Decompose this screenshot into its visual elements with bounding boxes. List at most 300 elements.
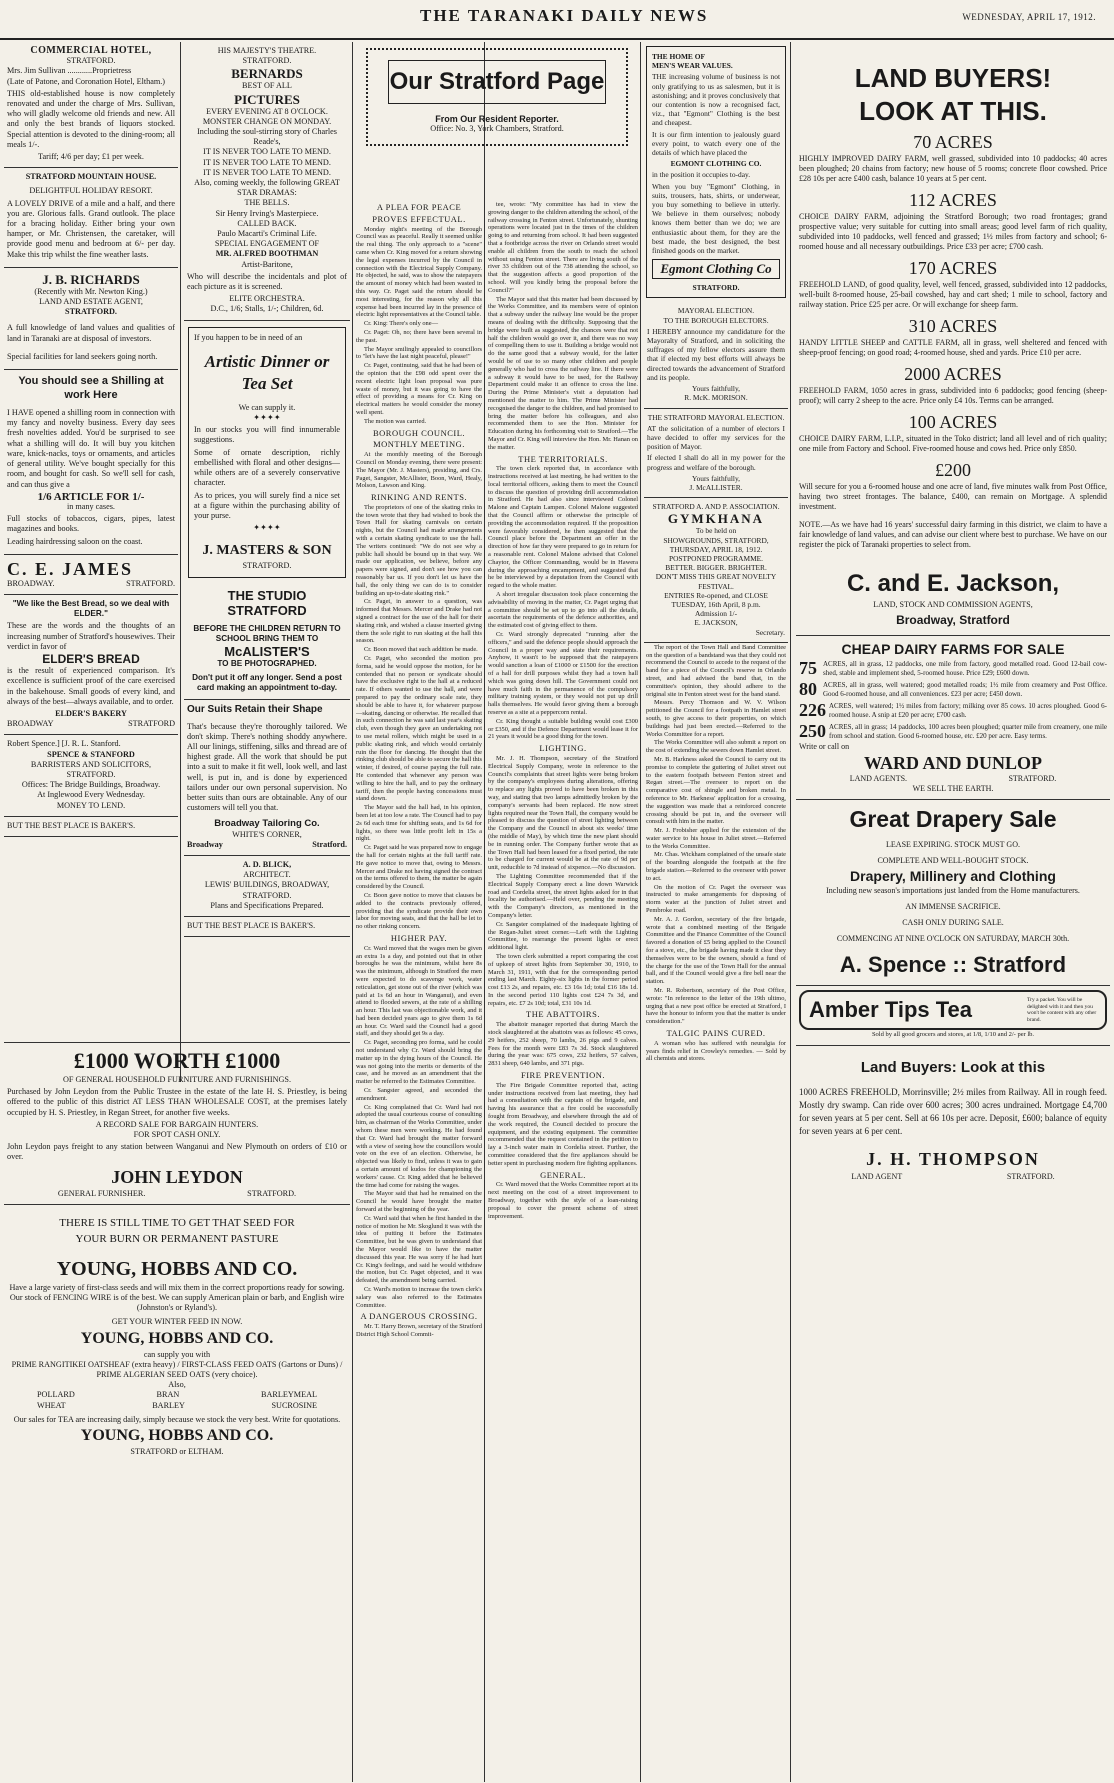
ad-town: STRATFORD. [242,561,292,571]
ad-text: BEFORE THE CHILDREN RETURN TO SCHOOL BRING THEM TO [193,623,341,643]
ad-text: EVERY EVENING AT 8 O'CLOCK. [206,106,328,116]
ad-title: MEN'S WEAR VALUES. [652,61,733,71]
ad-text: COMPLETE AND WELL-BOUGHT STOCK. [877,856,1029,865]
ad-body: Leading hairdressing saloon on the coast. [7,536,143,546]
notice-text: Secretary. [755,627,785,637]
ad-name: BERNARDS [231,66,303,82]
notice-text: Yours faithfully, [691,384,741,394]
ad-body: Purchased by John Leydon from the Public Trustee in the estate of the late H. S. Priestley, is being offered to the public of this district AT LESS THAN WHOLESALE COST, at the premises lately occupied by H. S. Priestley, in Regan Street, for another five weeks. [7,1087,347,1117]
ad-headline: Amber Tips Tea [809,997,973,1022]
ad-text: (Late of Patone, and Coronation Hotel, Eltham.) [7,76,166,86]
ad-price: 1/6 ARTICLE FOR 1/- [37,490,145,503]
article-paragraph: The Mayor said the hall had, in his opinion, been let at too low a rate. The Council had to pay 2s 6d each time for shifting seats, and 1s 6d for lights, so there was little profit left in 15s a night. [356,804,482,843]
ad-text: Stratford. [312,839,347,849]
farm-description: ACRES, all in grass; 14 paddocks, 100 acres been ploughed; quarter mile from creamery, one mile from school and station. Good 6-roomed house, etc. £20 per acre. Easy terms. [829,723,1107,740]
section-title: Our Stratford Page [388,60,606,104]
notice-body: If elected I shall do all in my power for the progress and welfare of the borough. [647,453,785,472]
commercial-hotel-ad [4,42,178,168]
drapery-sale-ad [796,800,1110,986]
farm-description: Will secure for you a 6-roomed house and one acre of land, five minutes walk from Post Office, having two street frontages. The balance, £400, can remain on Mortgage. A splendid investment. [799,482,1107,511]
ad-text: LAND AGENTS. [849,774,908,783]
article-paragraph: Cr. Paget said he was prepared now to engage the hall for certain nights at the full tariff rate. He gave notice to move that, owing to Messrs. Mercer and Drake not having signed the contract on the terms offered to them, the matter be again considered by the Council. [356,844,482,891]
ad-text: Broadway [187,839,223,849]
ad-text: STRATFORD. [247,1188,297,1198]
ad-text: Our sales for TEA are increasing daily, simply because we stock the very best. Write for quotations. [13,1414,341,1424]
ad-name: YOUNG, HOBBS AND CO. [80,1427,274,1445]
ad-subtitle: DELIGHTFUL HOLIDAY RESORT. [29,186,153,196]
ad-text: STRATFORD or ELTHAM. [130,1447,224,1457]
notice-signature: R. McK. MORISON. [684,393,748,403]
ad-title: Our Suits Retain their Shape [187,703,323,715]
article-paragraph: On the motion of Cr. Paget the overseer was instructed to make arrangements for disposing of storm water at the junction of Juliet street and Pembroke road. [646,883,786,915]
ad-text: Including new season's importations just landed from the Home manufacturers. [826,886,1080,895]
notice-text: SHOWGROUNDS, STRATFORD, [663,535,769,545]
article-subheading: A DANGEROUS CROSSING. [360,1311,478,1322]
article-paragraph: Cr. King complained that Cr. Ward had not adopted the usual courteous course of consulting him, as chairman of the Works Committee, under whom these men were working. He had found that Cr. Ward had brought the matter forward with a view of seeing how the councillors would vote on the eve of an election. Otherwise, he objected was likely to find, unless it was to gain a certain amount of kudos for championing the workers' cause. Cr. King added that he believed the time had come for raising the wages. [356,1103,482,1189]
ad-text: BROADWAY [7,719,54,729]
ad-name: J. H. THOMPSON [866,1149,1040,1169]
article-paragraph: Cr. Ward moved that the Works Committee report at its next meeting on the cost of a street improvement to Broadway, together with the style of a loan-raising proposal to cover the present scheme of street improvement. [488,1181,638,1220]
notice-title: STRATFORD A. AND P. ASSOCIATION. [652,502,780,512]
ad-text: A RECORD SALE FOR BARGAIN HUNTERS. [95,1119,259,1129]
ad-name: JOHN LEYDON [111,1166,243,1187]
ad-body: In our stocks you will find innumerable suggestions. [194,425,340,445]
notice-text: Admission 1/- [694,609,738,619]
notice-text: POSTPONED PROGRAMME. [668,553,764,563]
article-paragraph: Mr. A. J. Gordon, secretary of the fire brigade, wrote that a combined meeting of the Brigade Committee and the Finance Committee of the Council favored a donation of £5 being applied to the Council for a stove, etc., the brigade having made it clear they themselves were to be the owners, should a fund of the charge for the use of the Town Hall for the annual ball, and if the Council would give a fire bell near the station. [646,915,786,986]
article-paragraph: Mr. J. H. Thompson, secretary of the Stratford Electrical Supply Company, wrote in reference to the Council's complaints that street lights were being broken by the company's employees during alterations, offering to replace any lights proved to have been broken in this way, and stating that two lamps admittedly broken by the company's servants had been replaced. He now street lights required near the Town Hall, the company would be pleased to discuss the question of street lighting between the Company and the Council in about six weeks' time (the middle of May), by which time the new plant should be in running order. The Company further wrote that as the Town Hall had been leased for a fixed period, the rate to be charged for current would be at the rate of 9d per unit, reducible to 7d instead of sixpence.—No discussion. [488,754,638,872]
ad-text: COMMENCING AT NINE O'CLOCK ON SATURDAY, MARCH 30th. [836,934,1070,943]
blick-ad [184,856,350,917]
ward-dunlop-ad [796,636,1110,800]
article-subheading: RINKING AND RENTS. [370,492,468,503]
ornament: ✦✦✦✦ [253,413,281,423]
ad-subtitle: OF GENERAL HOUSEHOLD FURNITURE AND FURNISHINGS. [62,1075,292,1084]
elder-bakery-ad [4,595,178,735]
ad-text: Don't put it off any longer. Send a post card making an appointment to-day. [192,673,342,693]
bakers-line: BUT THE BEST PLACE IS BAKER'S. [184,917,350,937]
ad-name: YOUNG, HOBBS AND CO. [80,1329,274,1347]
article-paragraph: Cr. Ward said that when he first handed in the notice of motion he Mr. Skoglund it was with the idea of putting it before the Estimates Committee, but he was given to understand that the Mayor would like to have the matter discussed this year. He was sorry if he had hurt Cr. King's feelings, and said he would withdraw the motion, but Cr. Paget objected, and it was defeated, the amendment being carried. [356,1214,482,1285]
ad-body: Some of ornate description, richly embellished with floral and other designs—while others are of a severely conservative character. [194,447,340,488]
ad-body: A LOVELY DRIVE of a mile and a half, and there you are. Glorious falls. Grand outlook. The place for a bracing holiday. Either bring your own hamper, or Mr. Christensen, the caretaker, will provide good menu and bedroom at 6/- per day. Make this trip whilst the fine weather lasts. [7,198,175,259]
studio-ad [184,584,350,700]
ad-text: BARRISTERS AND SOLICITORS, [30,759,152,769]
farm-description: HIGHLY IMPROVED DAIRY FARM, well grassed, subdivided into 10 paddocks; 40 acres been ploughed; 20 chains from factory; new house of 5 rooms; concrete floor cowshed. Price £28 10s per acre £400 cash, balance 10 years at 5 per cent. [799,154,1107,183]
ad-headline: Artistic Dinner or Tea Set [204,351,330,393]
ad-text: At Inglewood Every Wednesday. [37,790,145,800]
ad-town: STRATFORD. [1008,774,1057,783]
ad-town: STRATFORD. [65,307,117,317]
article-heading: BOROUGH COUNCIL. [372,427,466,438]
ad-name: A. D. BLICK, [242,859,292,869]
ad-text: (Recently with Mr. Newton King.) [34,286,148,296]
ad-title: SPENCE & STANFORD [47,749,135,759]
ad-name: Broadway Tailoring Co. [214,818,320,830]
tailoring-ad [184,700,350,856]
ad-name: McALISTER'S [224,643,310,659]
notice-date: THURSDAY, APRIL 18, 1912. [669,544,763,554]
ad-body: Who will describe the incidentals and plot of each picture as it is screened. [187,271,347,292]
ad-text: IT IS NEVER TOO LATE TO MEND. [203,167,331,177]
article-paragraph: Cr. Sangster agreed, and seconded the amendment. [356,1087,482,1102]
farm-acres: 75 [799,658,817,678]
article-paragraph: Cr. Paget: Oh, no; there have been several in the past. [356,328,482,344]
ad-name: J. MASTERS & SON [202,543,332,559]
column-rule [352,42,353,1782]
ad-title: STRATFORD [227,602,307,618]
notice-text: BETTER. BIGGER. BRIGHTER. [665,563,767,573]
grain-item: BRAN [156,1390,180,1400]
ad-body: in the position it occupies to-day. [652,170,751,180]
ornament: ✦✦✦✦ [253,523,281,533]
article-paragraph: The proprietors of one of the skating rinks in the town wrote that they had wished to book the Town Hall for skating carnivals on certain nights, but the Council had made arrangements with a certain skating syndicate to use the hall. The writers continued: "We do not see why a public hall should be bound up in that way. We made our application, we believe, before any papers were signed, and don't see how you can reasonably bar us. If you don't let us have the hall, the only thing we can do is to consider building an up-to-date skating rink." [356,503,482,597]
article-paragraph: Cr. Paget, in answer to a question, was informed that Messrs. Mercer and Drake had not signed a contract for the use of the hall for their skating rink, and wished a clause inserted giving them the sole right to run skating at the hall this season. [356,598,482,645]
notice-headline: GYMKHANA [667,511,765,527]
ad-text: SPECIAL ENGAGEMENT OF [214,239,320,249]
ad-headline: LAND BUYERS! [854,63,1052,93]
farm-acres: 80 [799,679,817,699]
article-paragraph: The report of the Town Hall and Band Committee on the question of a bandstand was that they could not recommend the Council to accede to the request of the band for a piece of the Council's reserve in Orlando street, and had advised the band that, in the committee's opinion, they should adhere to the original site in Fenton street west for the band stand. [646,643,786,698]
article-paragraph: The Works Committee will also submit a report on the cost of extending the sewers down Hamlet street. [646,739,786,755]
article-subheading: FIRE PREVENTION. [520,1070,606,1081]
ad-text: LEASE EXPIRING. STOCK MUST GO. [886,840,1020,849]
ad-text: can supply you with [143,1349,211,1359]
article-subheading: THE ABATTOIRS. [526,1009,600,1020]
ad-body: John Leydon pays freight to any station between Wanganui and New Plymouth on orders of £10 or over. [7,1142,347,1162]
farm-acres: 310 ACRES [908,316,998,336]
ad-title: C. E. JAMES [7,558,134,579]
ad-name: WARD AND DUNLOP [863,753,1042,773]
article-paragraph: Cr. Sangster complained of the inadequate lighting of the Regan-Juliet street corner.—Left with the Lighting Committee, to rearrange the present lights or erect additional light. [488,920,638,952]
ad-body: These are the words and the thoughts of an increasing number of Stratford's housewives. Their verdict in favor of [7,621,175,651]
ad-body: It is our firm intention to jealously guard every point, to watch every one of the details of which have placed the [652,129,780,158]
article-subheading: TALGIC PAINS CURED. [666,1028,766,1039]
ad-headline: CHEAP DAIRY FARMS FOR SALE [841,641,1065,657]
notice-body: AT the solicitation of a number of electors I have decided to offer my services for the position of Mayor. [647,423,785,452]
ad-text: Plans and Specifications Prepared. [210,900,324,910]
egmont-clothing-ad [646,46,786,298]
ad-text: LEWIS' BUILDINGS, BROADWAY, STRATFORD. [204,880,330,900]
ad-body: When you buy "Egmont" Clothing, in suits, trousers, hats, shirts, or underwear, you buy something to believe in utterly. We believe in them ourselves; nobody knows them better than we do; we are enthusiastic about them, for they are the best made, the best designed, the best finished goods on the market. [652,181,780,256]
article-subheading: THE TERRITORIALS. [518,453,608,464]
notice-signature: J. McALLISTER. [689,482,743,492]
notice-signature: E. JACKSON, [694,618,738,628]
ad-text: Mrs. Jim Sullivan ............Proprietress [7,66,132,76]
young-hobbs-ad [4,1205,350,1462]
notice-title: THE STRATFORD MAYORAL ELECTION. [647,412,785,422]
ad-town: STRATFORD. [692,283,740,293]
article-paragraph: Cr. Ward's motion to increase the town clerk's salary was also referred to the Estimates Committee. [356,1285,482,1309]
ad-text: D.C., 1/6; Stalls, 1/-; Children, 6d. [210,304,324,314]
article-paragraph: Cr. Paget, who seconded the motion pro forma, said he would oppose the motion, for he contended that no person or syndicate should have the exclusive right to the hall at a reduced rate. If others wanted to use the hall, and were prepared to pay the ordinary scale rate, they should be able to have it, for whatever purpose—skating, dancing or otherwise. He recalled that in such connection he was said last year's skating club, even though they gave an undertaking not to use metal rollers, which might be used in a public skating rink, and which would certainly ruin the floor for dancing. He thought that the rinking club should be able to secure the hall this winter, if desired, of course paying the full rate. He contended that whenever any person was willing to hire the hall, and to pay the ordinary tariff, then the people having concessions must stand down. [356,655,482,803]
farm-description: FREEHOLD LAND, of good quality, level, well fenced, grassed, subdivided into 12 paddocks, well-built 8-roomed house, 25-bail cowshed, hay and cart shed; 1 mile to school, factory and railway station. Price £25 per acre. Or will exchange for sheep farm. [799,280,1107,309]
column-6 [796,42,1110,1782]
ad-brand: ELDER'S BREAD [42,651,140,666]
issue-date: WEDNESDAY, APRIL 17, 1912. [962,12,1096,22]
ad-body: A full knowledge of land values and qualities of land in Taranaki are at disposal of investors. [7,323,175,343]
ad-note: NOTE.—As we have had 16 years' successful dairy farming in this district, we claim to have a fair knowledge of land values, and can advise our client where best to purchase. We have on our register the pick of Taranaki properties to select from. [799,520,1107,549]
notice-body: I HEREBY announce my candidature for the Mayoralty of Stratford, and in soliciting the suffrages of my fellow electors assure them that if elected my best efforts will always be directed towards the advancement of Stratford and its people. [647,326,785,382]
ad-subheadline: Drapery, Millinery and Clothing [850,868,1056,884]
ad-text: MR. ALFRED BOOTHMAN [215,249,319,259]
column-2 [184,42,350,1042]
farm-description: CHOICE DAIRY FARM, adjoining the Stratford Borough; two road frontages; grand prospective value; very suitable for cutting into small areas; good level farm of rich quality, subdivided into 10 paddocks, well fenced and grassed; 1½ miles from factory and school; 6-roomed house and all necessary outbuildings. Price £33 per acre; £700 cash. [799,212,1107,251]
ad-body: THIS old-established house is now completely renovated and under the charge of Mrs. Sullivan, who will gladly welcome old friends and new. All and only the best brands of liquors stocked. Special attention is devoted to the dining-room; all meals 1/-. [7,88,175,149]
ad-text: STRATFORD. [126,578,175,588]
masthead [0,0,1114,40]
ad-text: ELITE ORCHESTRA. [229,294,305,304]
ad-text: Also, [168,1380,186,1390]
ad-headline: LOOK AT THIS. [859,96,1047,126]
farm-acres: 250 [799,721,826,741]
ad-text: ARCHITECT. [243,870,291,880]
ad-title: You should see a Shilling at work Here [18,375,164,402]
ad-headline: THERE IS STILL TIME TO GET THAT SEED FOR [59,1216,295,1229]
article-paragraph: Cr. Boon moved that such addition be made. [364,646,478,654]
article-paragraph: Messrs. Percy Thomson and W. V. Wilson petitioned the Council for a footpath in Hamlet street south, to give access to their properties, on which buildings had just been erected.—Referred to the Works Committee for a report. [646,699,786,738]
article-subheading: LIGHTING. [539,743,587,754]
article-subheading: PROVES EFFECTUAL. [372,213,466,224]
james-ad [4,555,178,595]
ad-text: MONEY TO LEND. [56,800,126,810]
ad-title: J. B. RICHARDS [42,271,140,287]
grain-item: WHEAT [37,1400,66,1410]
gymkhana-notice [644,498,788,643]
article-paragraph: Mr. J. Frobisher applied for the extension of the water service to his house in Juliet street.—Referred to the Works Committee. [646,827,786,850]
ad-body: Our stock of FENCING WIRE is of the best. We can supply American plain or barb, and English wire (Johnston's or Ryland's). [9,1293,345,1313]
ad-title: THE HOME OF [652,52,705,61]
ad-text: AN IMMENSE SACRIFICE. [905,902,1001,911]
farm-description: ACRES, all in grass, well watered; good metalled roads; 1½ mile from creamery and Post Office. Good 6-roomed house, and all conveniences. £23 per acre; £450 down. [823,681,1107,698]
header-box [366,48,628,146]
ad-body: Special facilities for land seekers going north. [7,351,158,361]
ad-text: MONSTER CHANGE ON MONDAY. [202,116,332,126]
ad-text: Sold by all good grocers and stores, at 1/8, 1/10 and 2/- per lb. [871,1031,1035,1038]
article-paragraph: Cr. Paget, continuing, said that he had been of the opinion that the £98 odd spent over the recent electric light loan proposal was pure waste of money, but it was going to have the effect of providing a means for Cr. King on electrical matters he would consider the money well spent. [356,362,482,416]
article-paragraph: The Mayor smilingly appealed to councillors to "let's have the last night peaceful, please!" [356,345,482,361]
article-paragraph: The abattoir manager reported that during March the stock slaughtered at the abattoirs was as follows: 45 cows, 29 heifers, 252 sheep, 70 lambs, 26 pigs and 9 calves. Fees for the month were £83 7s 3d. Stock slaughtered during the year was: 675 cows, 232 heifers, 57 calves, 2831 sheep, 640 lambs, and 371 pigs. [488,1021,638,1068]
ad-town: STRATFORD. [242,56,292,66]
ad-headline: Great Drapery Sale [849,806,1057,832]
farm-description: ACRES, all in grass, 12 paddocks, one mile from factory, good metalled road. Good 12-bail cow-shed, stable and implement shed, 5-roomed house. Price £29; £600 down. [823,660,1107,677]
article-paragraph: The motion was carried. [364,417,427,425]
farm-acres: 2000 ACRES [904,364,1002,384]
ad-title: HIS MAJESTY'S THEATRE. [217,46,317,55]
column-rule [180,42,181,1082]
ad-text: CASH ONLY DURING SALE. [902,918,1004,927]
article-subheading: HIGHER PAY. [390,932,448,943]
article-paragraph: Cr. King thought a suitable building would cost £300 or £350, and if the Defence Department would lease it for 21 years it would be a good thing for the town. [488,717,638,741]
ad-town: STRATFORD. [66,769,116,779]
article-paragraph: The Mayor said that this matter had been discussed by the Works Committee, and its members were of opinion that a subway under the railway line would be the proper means of dealing with the difficulty. Supposing that the bridge were built as suggested, the chances were that not half the children would go over it, and there was no way of compelling them to use it. Building a bridge would not do the same good that a subway would, for the latter would be of use to so many other children and people generally who had to cross the railway line. If there were a subway it would have to be used, for the Railway Department could make it an offence to cross the line. During the Prime Minister's visit a deputation had mentioned the matter to him. The Prime Minister had recognised the danger to the children, and had promised to bring the matter before his colleagues, and also recommended them to see the Hon. Minister for Education during his forthcoming visit to Stratford.—The Mayor and Cr. King will interview the Hon. Mr. Hanan on the matter. [488,295,638,451]
ad-town: Broadway, Stratford [896,613,1010,627]
farm-acres: 70 ACRES [913,132,993,152]
jackson-land-ad [796,42,1110,636]
ad-body: Full stocks of tobaccos, cigars, pipes, latest magazines and books. [7,514,175,534]
column-rule [484,42,485,1782]
ad-text: LAND, STOCK AND COMMISSION AGENTS, [873,600,1033,609]
bottom-left-ads [4,1042,350,1781]
ad-text: IT IS NEVER TOO LATE TO MEND. [203,147,331,157]
ad-headline: Land Buyers: Look at this [860,1059,1046,1076]
article-paragraph: Mr. R. Robertson, secretary of the Post Office, wrote: "In reference to the letter of the 19th ultimo, urging that a new post office be erected at Stratford, I have the honour to inform you that the matter is under consideration." [646,987,786,1026]
ad-text: BEST OF ALL [242,81,292,91]
notice-text: To be held on [695,526,737,536]
column-rule [640,42,641,1782]
ad-text: CALLED BACK. [237,218,297,228]
ad-town: STRATFORD. [66,56,116,66]
ad-text: Also, coming weekly, the following GREAT STAR DRAMAS: [194,178,340,198]
farm-description: CHOICE DAIRY FARM, L.I.P., situated in the Toko district; land all level and of rich quality; one mile from Factory and School. Five-roomed house and cows hed. Price only £850. [799,434,1107,453]
ad-name: ELDER'S BAKERY [55,708,127,718]
article-paragraph: Mr. Chas. Wickham complained of the unsafe state of the boarding alongside the footpath at the fire brigade station.—Referred to the overseer with power to act. [646,851,786,882]
mayoral-election-notice-2 [644,409,788,499]
column-4-article [488,200,638,1780]
ad-text: Try a packet. You will be delighted with it and then you won't be content with any other brand. [1027,997,1097,1023]
notice-subtitle: TO THE BOROUGH ELECTORS. [663,315,769,325]
farm-acres: 226 [799,700,826,720]
article-paragraph: Monday night's meeting of the Borough Council was as peaceful. Really it seemed unlike the real thing. The only approach to a "scene" came when Cr. King moved for a return showing the legal expenses incurred by the Council in connection with the Electrical Supply Company. He objected, he said, was to show the ratepayers the amount of money which had been wasted in this way. Cr. Paget said the return should be most interesting, for the reason why all this expense had been incurred lay in the presence of electric light representatives at the Council table. [356,225,482,319]
ad-text: Including the soul-stirring story of Charles Reade's, [197,127,337,147]
ad-text: Paulo Macarti's Criminal Life. [217,229,317,239]
ad-text: BROADWAY. [7,578,55,588]
article-paragraph: Cr. Ward moved that the wages men be given an extra 1s a day, and pointed out that in other boroughs he was the minimum, whilst here 8s was the minimum, although in Stratford the men were expected to do scavenge work, water reticulation, get stone out of the river (which was paid at 1s 6d an hour in Wanganui), and even attend to flooded sewers, at the rate of a shilling an hour. This last was objectionable work, and it had been decided years ago to give them 1s 6d an hour. Cr. Ward said the Council had a good staff, and they should get 9s a day. [356,944,482,1038]
bakers-line: BUT THE BEST PLACE IS BAKER'S. [4,817,178,837]
ad-title: "We like the Best Bread, so we deal with ELDER." [12,598,170,619]
column-5 [644,42,788,1782]
ad-name: YOUNG, HOBBS AND CO. [56,1257,298,1280]
farm-description: ACRES, well watered; 1½ miles from factory; milking over 85 cows. 10 acres ploughed. Good 6-roomed house. A snip at £20 per acre; £700 cash. [829,702,1107,719]
article-paragraph: Cr. Ward strongly deprecated "running after the officers," and said the defence people should approach the Council in a proper way and state their requirements. Anyhow, it wasn't to be supposed that the ratepayers would sanction a loan of £1000 or £1500 for the erection of a hall for drill purposes whilst they had a town hall which was going down hill. The Government could not have much faith in the permanence of the compulsory military training system, or they would not put up drill halls themselves. He would favor giving them a borough reserve as a site at a peppercorn rental. [488,631,638,716]
notice-title: MAYORAL ELECTION. [677,306,755,316]
ad-text: Tariff; 4/6 per day; £1 per week. [38,152,144,162]
ad-text: in many cases. [67,501,115,511]
farm-acres: 170 ACRES [908,258,998,278]
ad-text: Offices: The Bridge Buildings, Broadway. [21,780,161,790]
mayoral-election-notice [644,302,788,408]
ad-text: We can supply it. [238,402,296,412]
article-paragraph: Mr. T. Harry Brown, secretary of the Stratford District High School Commit- [356,1323,482,1338]
grain-item: POLLARD [37,1390,75,1400]
notice-text: DON'T MISS THIS GREAT NOVELTY FESTIVAL. [655,572,777,591]
ad-title: THE STUDIO [227,587,307,603]
column-3-article [356,200,482,1780]
section-subtitle: From Our Resident Reporter. [435,114,559,124]
ad-text: IT IS NEVER TOO LATE TO MEND. [203,157,331,167]
article-subheading: GENERAL. [540,1169,586,1180]
article-paragraph: A short irregular discussion took place concerning the advisability of moving in the matter, Cr. Paget urging that a committee should be set up to go into all the details, ascertain the requirements of the defence authorities, and the estimated cost of giving effect to them. [488,591,638,630]
ad-name: C. and E. Jackson, [846,570,1060,597]
ad-text: FOR SPOT CASH ONLY. [133,1130,221,1140]
newspaper-title: THE TARANAKI DAILY NEWS [420,6,709,25]
column-1 [4,42,178,1042]
article-paragraph: The Lighting Committee recommended that if the Electrical Supply Company erect a line down Warwick road and Cordelia street, the street lights asked for in that locality be authorised.—Held over, pending the meeting with the Company's directors, as mentioned in the Company's letter. [488,872,638,919]
council-report-continued [644,644,788,1063]
grain-item: BARLEYMEAL [261,1390,317,1400]
farm-acres: 100 ACRES [908,412,998,432]
ad-headline: PICTURES [234,91,300,107]
ad-body: Have a large variety of first-class seeds and will mix them in the correct proportions ready for sowing. [9,1282,345,1292]
theatre-ad [184,42,350,321]
ad-headline: YOUR BURN OR PERMANENT PASTURE [75,1232,279,1245]
brand-logo: Egmont Clothing Co [652,259,780,279]
article-paragraph: Cr. King: There's only one— [364,320,438,328]
ad-body: 1000 ACRES FREEHOLD, Morrinsville; 2½ miles from Railway. All in rough feed. Mostly dry swamp. Can ride over 600 acres; 300 acres undrained. Mortgage £4,700 for seven years at 5 per cent. Sell at 66 10s per acre. Deposit, £600; balance of equity for seven years at 6 per cent. [799,1087,1107,1136]
article-paragraph: The Fire Brigade Committee reported that, acting under instructions received from last meeting, they had had a consultation with the captain of the brigade, and having his assurance that a fire could be successfully fought from Broadway, and elsewhere through the aid of the work required, the Council decided to procure the equipment, and the existing equipment. The committee recommended that the request contained in the petition to lay a 3-inch water main in Cordelia street. Further, the committee considered that the fire appliances should be better spent in purchasing modern fire fighting appliances. [488,1081,638,1167]
article-paragraph: Cr. Boon gave notice to move that clauses be added to the contracts previously offered, providing that the syndicate provide their own labor for moving seats, and that the hall be let to no other rinking concern. [356,891,482,931]
article-subheading: MONTHLY MEETING. [373,439,465,450]
ad-text: LAND AGENT [851,1172,903,1181]
article-heading: A PLEA FOR PEACE [376,202,462,212]
spence-stanford-ad [4,735,178,816]
ad-text: STRATFORD [128,719,175,729]
grain-item: SUCROSINE [271,1400,317,1410]
farm-acres: £200 [935,460,971,480]
article-paragraph: A woman who has suffered with neuralgia for years finds relief in Crowley's remedies. — Sold by all chemists and stores. [646,1039,786,1063]
amber-tips-tea-ad [796,986,1110,1046]
leydon-furniture-ad [4,1043,350,1205]
column-rule [790,42,791,1782]
article-paragraph: The town clerk submitted a report comparing the cost of upkeep of street lights from September 30, 1910, to March 31, 1911, with that for the corresponding period ending last March. Eighty-six lights in the former period cost £13 2s, and repairs, etc. £3 16s 1d; total £16 18s 1d. In the second period 110 lights cost £24 7s 3d, and repairs, etc. £7 2s 10d; total, £31 10s 1d. [488,952,638,1007]
grain-item: BARLEY [152,1400,185,1410]
ad-headline: £1000 WORTH £1000 [73,1048,281,1073]
ad-text: LAND AND ESTATE AGENT, [39,297,143,307]
article-paragraph: At the monthly meeting of the Borough Council on Monday evening, there were present: The Mayor (Mr. J. Masters), presiding, and Crs. Paget, Sangster, McAllister, Boon, Ward, Healy, Molson, Lawson and King. [356,451,482,490]
farm-acres: 112 ACRES [909,190,997,210]
article-paragraph: The town clerk reported that, in accordance with instructions received at last meeting, he had written to the local territorial officers, asking them to meet the Council to discuss the question of providing drill accommodation in Stratford. He had also since interviewed Colonel Malone and Captain Lampen. Colonel Malone suggested that the Council affirm or otherwise the principle of providing the accommodation required. If the proposition were favorably considered, he then suggested that the Council place before the Department an offer in the direction of how far they were prepared to go in return for a reasonable rent. Colonel Malone advised that Colonel Chaytor, the Officer Commanding, would be in Hawera during the approaching encampment, and suggested that he be interviewed by a deputation from the Council with regard to the whole matter. [488,465,638,590]
ad-body: is the result of experienced comparison. It's excellence is sufficient proof of the care exercised in the bakehouse. Small goods of every kind, and always of the best—always available, and to order. [7,666,175,706]
ad-text: TO BE PHOTOGRAPHED. [217,658,317,668]
stratford-page-header [356,42,638,192]
ad-body: I HAVE opened a shilling room in connection with my fancy and novelty business. Every day sees fresh novelties added. You'd be surprised to see what a shilling will do. It will buy you kitchen ware, knick-nacks, toys or ornaments, and articles of general utility. We've bought specially for this room, and bought for cash. So we'll sell for cash, and can thus give a [7,408,175,489]
ad-body: THE increasing volume of business is not only gratifying to us as salesmen, but it is astonishing; and it proves conclusively that our contention is now a recognised fact, viz., that "Egmont" Clothing is the best and cheapest. [652,72,780,128]
ad-name: EGMONT CLOTHING CO. [670,159,762,169]
thompson-land-ad [796,1046,1110,1187]
ad-name: A. Spence :: Stratford [839,952,1067,977]
masters-ad [188,327,346,578]
article-paragraph: tee, wrote: "My committee has had in view the growing danger to the children attending the school, of the railway crossing in Fenton street. Unfortunately, shunting operations were located just in the times of the children going to and returning from school. It had been suggested that a footbridge across the river on Orlando street would enable all children from the south to reach the school without using Fenton street. There are living south of the river 33 children out of the 738 attending the school, so that the suggestion affects a good proportion of the school. Will you kindly bring the proposal before the Council?" [488,201,638,294]
ad-title: COMMERCIAL HOTEL, [30,45,152,56]
ad-text: If you happen to be in need of an [194,332,303,342]
ad-text: Robert Spence.] [J. R. L. Stanford. [7,739,121,749]
farm-description: HANDY LITTLE SHEEP and CATTLE FARM, all in grass, well sheltered and fenced with sheep-proof fencing; on good road; 4-roomed house, shed and yards. Price £10 per acre. [799,338,1107,357]
article-paragraph: The Mayor said that had he remained on the Council he would have brought the matter forward at the beginning of the year. [356,1190,482,1214]
shilling-room-ad [4,370,178,555]
ad-text: GENERAL FURNISHER. [57,1188,146,1198]
notice-text: Yours faithfully, [691,473,741,483]
article-paragraph: Cr. Paget, seconding pro forma, said he could not understand why Cr. Ward should bring the matter up in the dying hours of the Council. He was not going into the merits or demerits of the case, and he moved as an amendment that the matter be referred to the Estimates Committee. [356,1039,482,1086]
ad-text: Sir Henry Irving's Masterpiece. [215,208,319,218]
ad-text: STRATFORD. [1006,1172,1055,1181]
ad-title: STRATFORD MOUNTAIN HOUSE. [25,172,157,182]
mountain-house-ad [4,168,178,268]
section-office: Office: No. 3, York Chambers, Stratford. [430,124,564,134]
article-paragraph: Mr. B. Harkness asked the Council to carry out its promise to complete the guttering of Juliet street out to the eastern footpath between Fenton street and Regan street.—The overseer to report on the comparative cost of shingle and broken metal. In reference to Mr. Harkness' application for a crossing, the suggestion was made that a reinforced concrete crossing should be put in, and the overseer will consult with him in the matter. [646,755,786,826]
ad-text: GET YOUR WINTER FEED IN NOW. [111,1317,243,1327]
ad-text: PRIME RANGITIKEI OATSHEAF (extra heavy) / FIRST-CLASS FEED OATS (Gartons or Duns) / PRIME ALGERIAN SEED OATS (very choice). [11,1359,343,1380]
ad-text: Write or call on [799,742,850,751]
richards-ad [4,268,178,370]
ad-text: THE BELLS. [244,198,290,208]
ad-text: WHITE'S CORNER, [232,829,302,839]
ad-text: Artist-Baritone, [241,259,293,269]
ad-body: As to prices, you will surely find a nice set at a figure within the purchasing ability of your purse. [194,490,340,520]
farm-description: FREEHOLD FARM, 1050 acres in grass, subdivided into 6 paddocks; good fencing (sheep-proof); will carry 2 sheep to the acre. Price only £4 10s. Terms can be arranged. [799,386,1107,405]
notice-text: ENTRIES Re-opened, and CLOSE TUESDAY, 16th April, 8 p.m. [664,590,768,609]
ad-text: WE SELL THE EARTH. [912,784,994,793]
ad-body: That's because they're thoroughly tailored. We don't skimp. There's nothing shoddy anywhere. All our linings, stiffening, silks and thread are of highest grade. All the work that should be put into a suit to make it fit well, look well, and last well, is put in, and is done by experienced tailors under our own personal supervision. No better suits than ours are obtainable. Any of our customers will tell you that. [187,721,347,813]
